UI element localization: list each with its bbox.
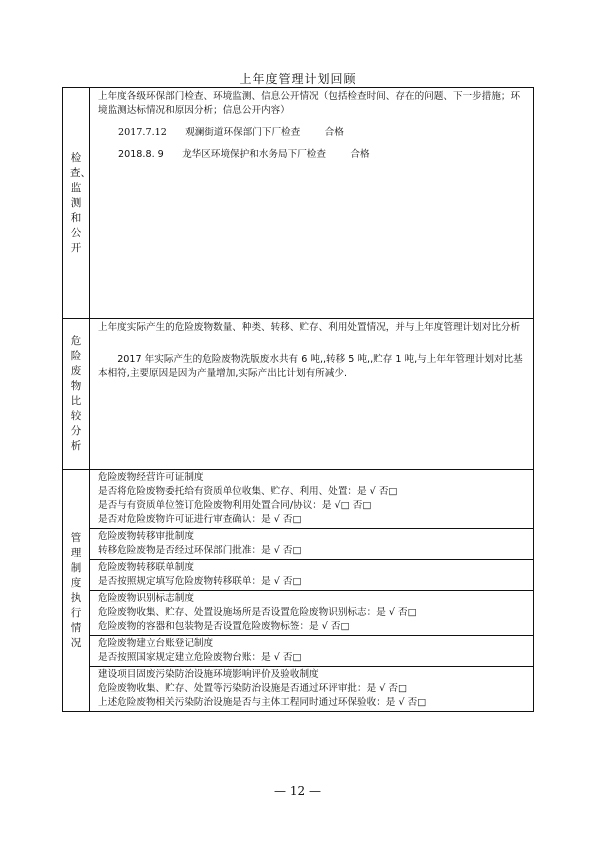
system-check-line: 上述危险废物相关污染防治设施是否与主体工程同时通过环保验收：是 √ 否□ (98, 697, 427, 708)
comparison-content-cell (90, 319, 534, 470)
system-label: 管理制度执行情况 (70, 531, 82, 649)
system-group-license (90, 470, 533, 528)
system-check-line: 危险废物收集、贮存、处置设施场所是否设置危险废物识别标志：是 √ 否□ (98, 607, 417, 618)
page-number: — 12 — (274, 784, 321, 798)
system-check-line: 危险废物收集、贮存、处置等污染防治设施是否通过环评审批：是 √ 否□ (98, 683, 408, 694)
inspection-content-cell (90, 88, 534, 319)
system-check-line: 转移危险废物是否经过环保部门批准：是 √ 否□ (98, 545, 302, 556)
system-row (63, 470, 534, 712)
system-content-cell (90, 470, 534, 712)
inspection-label-cell (63, 88, 90, 319)
system-label-cell (63, 470, 90, 712)
management-review-table (62, 87, 534, 712)
system-check-line: 是否对危险废物许可证进行审查确认：是 √ 否□ (98, 514, 302, 525)
comparison-row (63, 319, 534, 470)
comparison-prompt: 上年度实际产生的危险废物数量、种类、转移、贮存、利用处置情况，并与上年度管理计划对比分析 (98, 322, 521, 333)
inspection-record: 2018.8. 9 龙华区环境保护和水务局下厂检查 合格 (118, 149, 370, 160)
comparison-label: 危险废物比较分析 (70, 335, 82, 452)
inspection-row (63, 88, 534, 319)
system-check-line: 是否按照规定填写危险废物转移联单：是 √ 否□ (98, 576, 302, 587)
system-check-line: 危险废物的容器和包装物是否设置危险废物标签：是 √ 否□ (98, 621, 350, 632)
system-group-identification (90, 590, 533, 635)
comparison-label-cell (63, 319, 90, 470)
system-group-heading: 危险废物经营许可证制度 (98, 472, 204, 483)
system-group-eia (90, 666, 533, 711)
system-group-heading: 危险废物建立台账登记制度 (98, 638, 214, 649)
system-check-line: 是否按照国家规定建立危险废物台账：是 √ 否□ (98, 652, 302, 663)
system-group-heading: 危险废物识别标志制度 (98, 593, 194, 604)
system-check-line: 是否与有资质单位签订危险废物利用处置合同/协议：是 √□ 否□ (98, 500, 372, 511)
page-title: 上年度管理计划回顾 (239, 72, 357, 86)
system-group-heading: 建设项目固废污染防治设施环境影响评价及验收制度 (98, 669, 319, 680)
system-group-transfer-manifest (90, 559, 533, 590)
comparison-analysis: 2017 年实际产生的危险废物洗版废水共有 6 吨,,转移 5 吨,,贮存 1 吨,与上年年管理计划对比基本相符,主要原因是因为产量增加,实际产出比计划有所减少. (98, 354, 523, 379)
inspection-record: 2017.7.12 观澜街道环保部门下厂检查 合格 (118, 127, 344, 138)
system-group-transfer-approval (90, 528, 533, 559)
system-group-ledger (90, 635, 533, 666)
inspection-label: 检查、监测和公开 (70, 151, 91, 254)
inspection-prompt: 上年度各级环保部门检查、环境监测、信息公开情况（包括检查时间、存在的问题、下一步措施；环境监测达标情况和原因分析；信息公开内容） (98, 91, 521, 116)
system-group-heading: 危险废物转移审批制度 (98, 531, 194, 542)
system-check-line: 是否将危险废物委托给有资质单位收集、贮存、利用、处置：是 √ 否□ (98, 486, 398, 497)
system-group-heading: 危险废物转移联单制度 (98, 562, 194, 573)
